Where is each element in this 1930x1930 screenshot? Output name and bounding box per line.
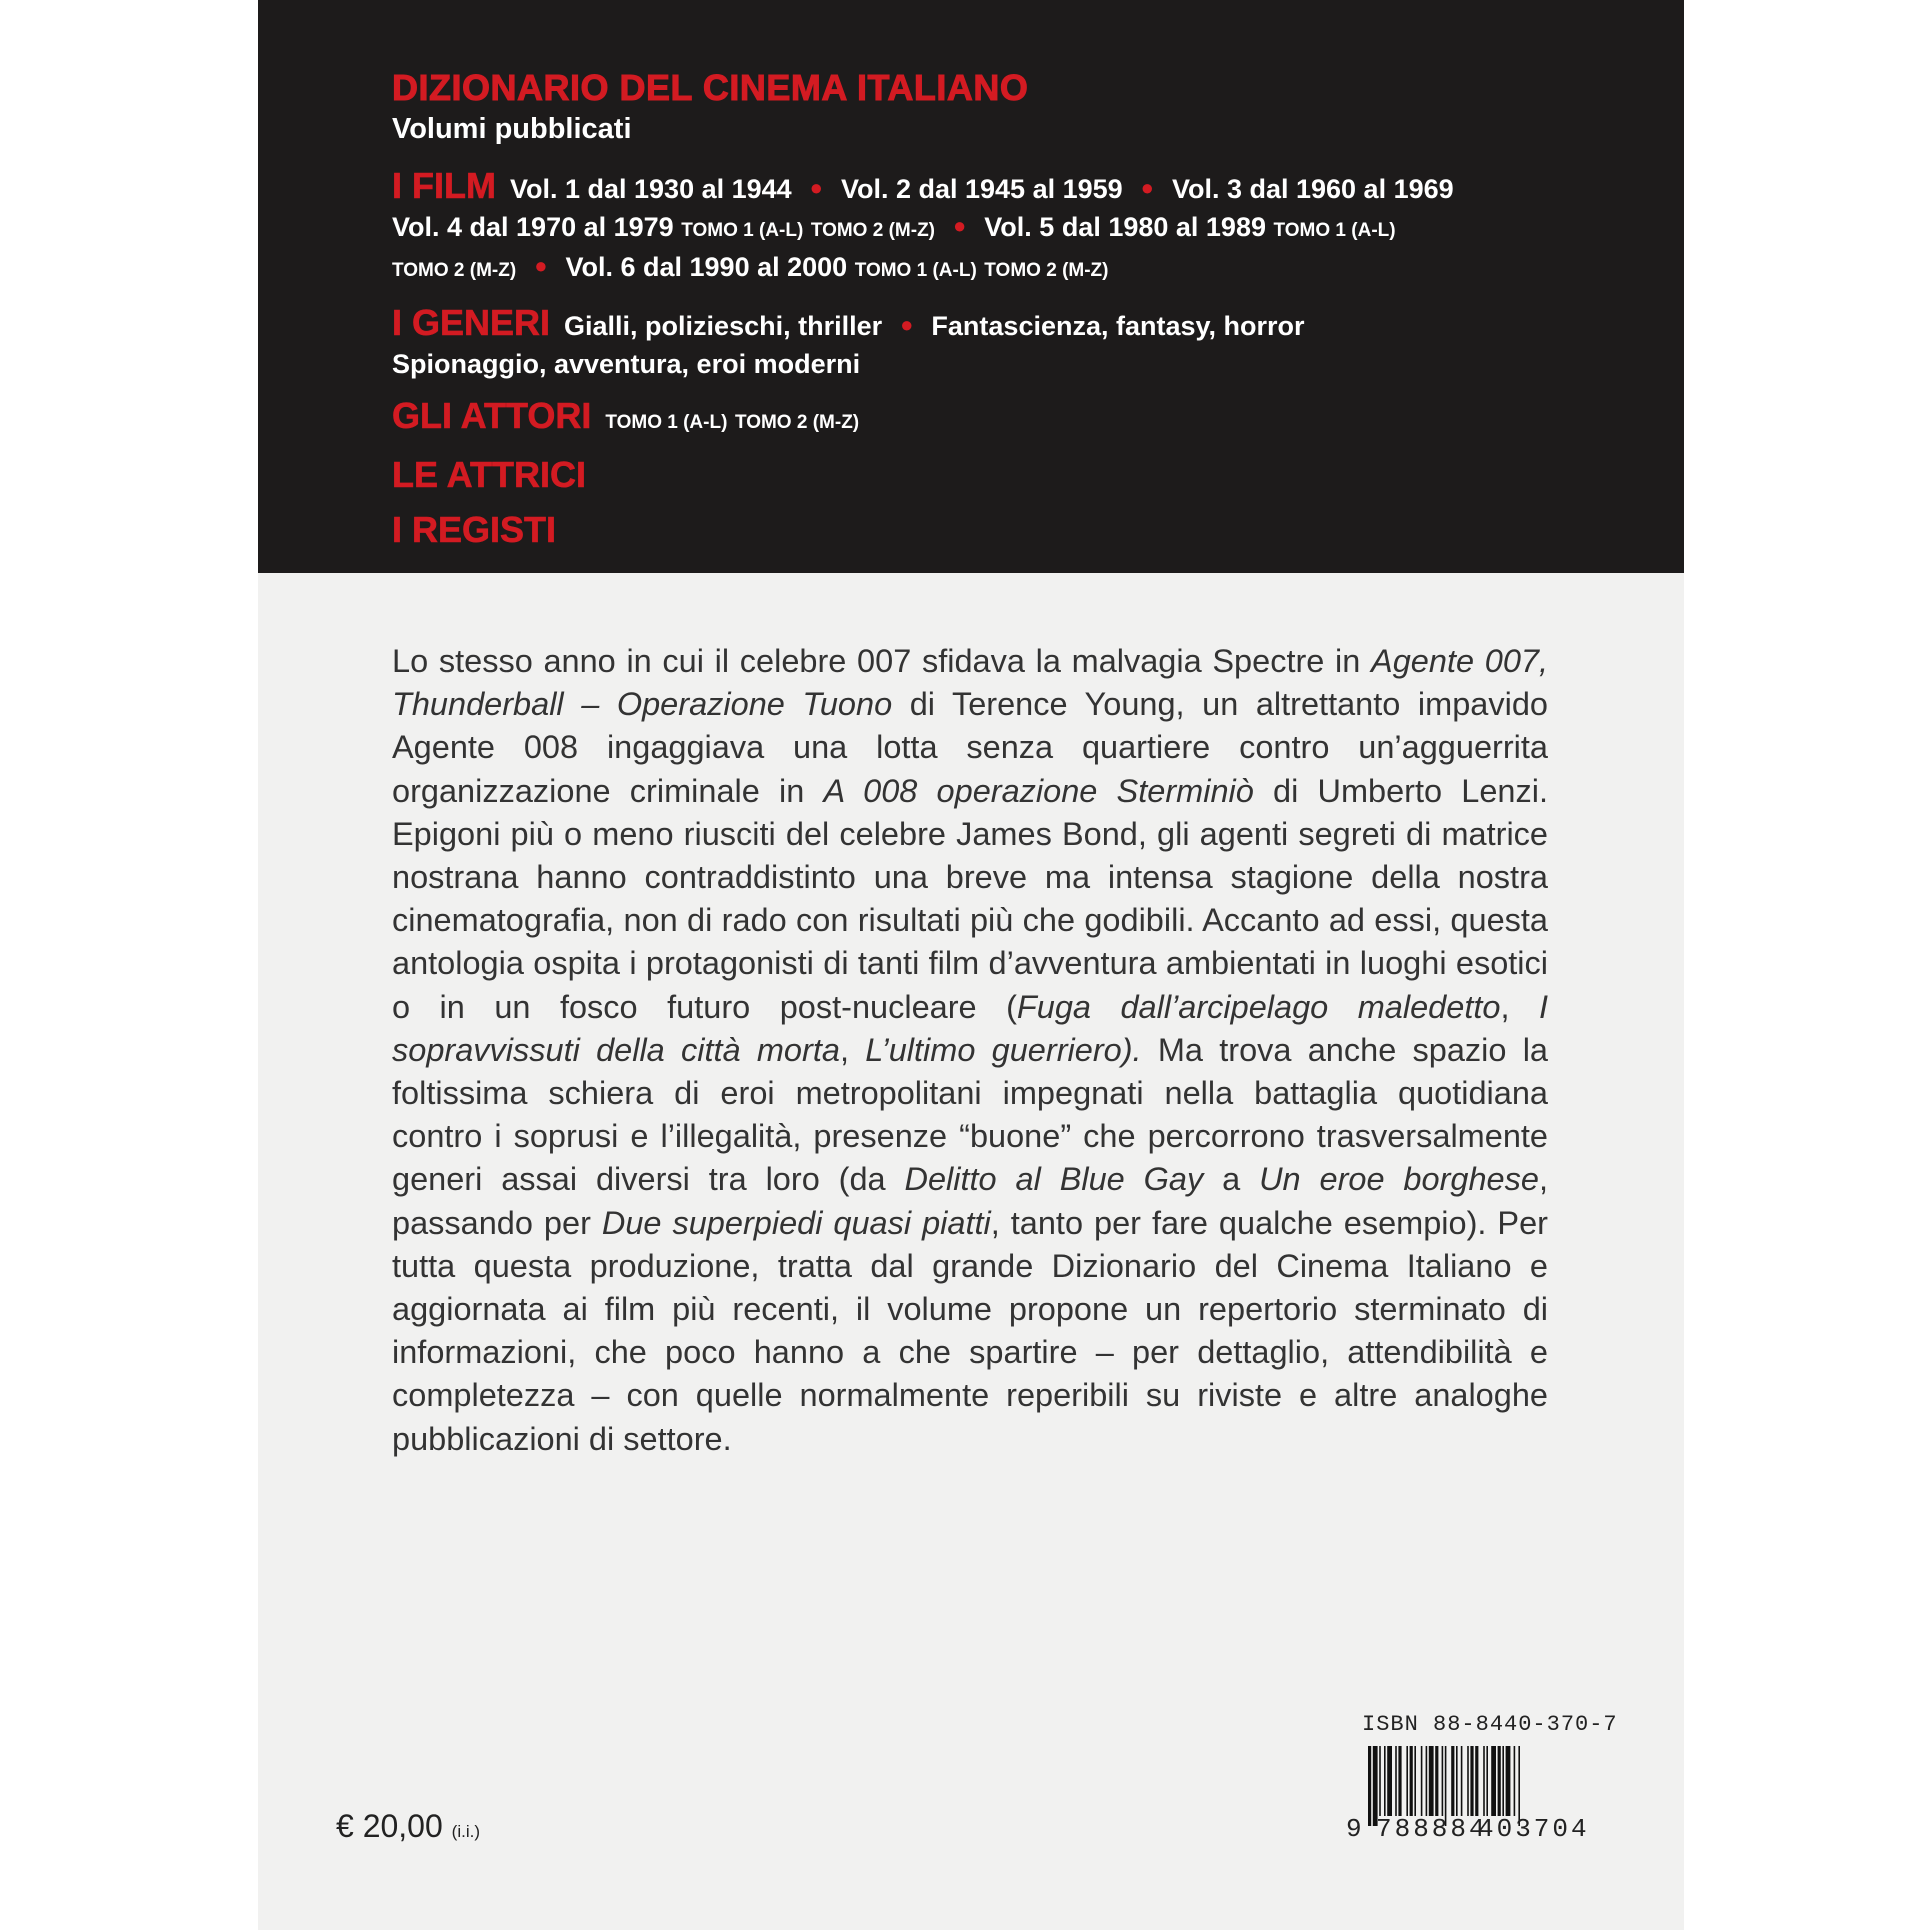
barcode-bar	[1384, 1746, 1386, 1816]
barcode-bar	[1414, 1746, 1416, 1816]
barcode-bar	[1426, 1746, 1428, 1816]
section-heading-registi: I REGISTI	[392, 509, 557, 550]
barcode-bar	[1435, 1746, 1438, 1816]
film-vol1: Vol. 1 dal 1930 al 1944	[509, 174, 792, 204]
price-amount: € 20,00	[336, 1808, 443, 1844]
barcode-bar	[1368, 1746, 1371, 1826]
section-film	[392, 165, 1592, 289]
section-heading-attrici: LE ATTRICI	[392, 454, 586, 495]
barcode-bar	[1406, 1746, 1408, 1816]
genere-1: Gialli, polizieschi, thriller	[564, 311, 883, 341]
film-vol5-tomo2: TOMO 2 (M-Z)	[392, 260, 517, 281]
bullet-icon: ●	[809, 175, 823, 200]
genere-3: Spionaggio, avventura, eroi moderni	[392, 349, 861, 379]
section-heading-film: I FILM	[392, 165, 496, 206]
section-attrici	[392, 454, 1592, 496]
barcode-digits-right: 403704	[1478, 1814, 1590, 1842]
film-title: I sopravvissuti della città morta	[392, 988, 1549, 1068]
film-vol6-tomo1: TOMO 1 (A-L)	[854, 260, 977, 281]
series-list	[392, 68, 1592, 551]
bullet-icon: ●	[953, 213, 967, 238]
barcode-bar	[1456, 1746, 1458, 1816]
barcode-bar	[1506, 1746, 1511, 1816]
isbn-label: ISBN 88-8440-370-7	[1362, 1712, 1618, 1737]
barcode-bar	[1502, 1746, 1504, 1816]
blurb-text: ,	[839, 1031, 866, 1068]
barcode-digit-first: 9	[1346, 1814, 1362, 1842]
film-vol4: Vol. 4 dal 1970 al 1979	[392, 212, 674, 242]
barcode-bar	[1379, 1746, 1381, 1816]
barcode-bar	[1467, 1746, 1469, 1816]
barcode-bar	[1483, 1746, 1485, 1816]
film-title: Agente 007, Thunderball – Operazione Tuono	[392, 643, 1548, 723]
barcode-bar	[1498, 1746, 1501, 1816]
barcode-bar	[1514, 1746, 1516, 1816]
barcode-bar	[1442, 1746, 1444, 1816]
barcode-bar	[1387, 1746, 1392, 1816]
attori-tomo2: TOMO 2 (M-Z)	[734, 412, 860, 433]
film-vol4-tomo2: TOMO 2 (M-Z)	[810, 220, 935, 241]
blurb-paragraph	[392, 640, 1548, 1461]
barcode-bar	[1461, 1746, 1463, 1816]
section-generi	[392, 302, 1592, 382]
genere-2: Fantascienza, fantasy, horror	[931, 311, 1305, 341]
barcode-bar	[1429, 1746, 1434, 1816]
barcode-bar	[1491, 1746, 1496, 1816]
film-title: L’ultimo guerriero).	[865, 1031, 1142, 1068]
barcode	[1346, 1742, 1866, 1842]
blurb-text: a	[1203, 1161, 1260, 1198]
barcode-bar	[1475, 1746, 1478, 1816]
film-vol6: Vol. 6 dal 1990 al 2000	[565, 252, 848, 282]
bullet-icon: ●	[900, 312, 914, 337]
film-title: Delitto al Blue Gay	[904, 1161, 1204, 1198]
barcode-bar	[1395, 1746, 1397, 1816]
section-registi	[392, 509, 1592, 551]
barcode-bar	[1421, 1746, 1423, 1816]
section-heading-generi: I GENERI	[392, 302, 551, 343]
section-heading-attori: GLI ATTORI	[392, 395, 592, 436]
attori-tomo1: TOMO 1 (A-L)	[605, 412, 728, 433]
price-label	[336, 1806, 480, 1852]
barcode-bar	[1451, 1746, 1454, 1816]
film-title: A 008 operazione Sterminiò	[823, 772, 1254, 809]
barcode-bar	[1410, 1746, 1413, 1816]
film-vol5-tomo1: TOMO 1 (A-L)	[1273, 220, 1396, 241]
film-vol6-tomo2: TOMO 2 (M-Z)	[984, 260, 1109, 281]
film-title: Due superpiedi quasi piatti	[601, 1204, 991, 1241]
bullet-icon: ●	[534, 253, 548, 278]
barcode-bar	[1470, 1746, 1473, 1816]
header-band	[258, 0, 1684, 573]
blurb-text: Lo stesso anno in cui il celebre 007 sfidava la malvagia Spectre in	[392, 643, 1372, 679]
section-attori	[392, 395, 1592, 441]
blurb-text: Ma trova anche spazio la foltissima schiera di eroi metropolitani impegnati nella battaglia quotidiana contro i soprusi e l’illegalità, presenze “buone” che percorrono trasversalmente generi assai diversi tra loro (da	[392, 1031, 1549, 1198]
bullet-icon: ●	[1140, 175, 1154, 200]
blurb-text: , tanto per fare qualche esempio). Per tutta questa produzione, tratta dal grande Dizionario del Cinema Italiano e aggiornata ai film più recenti, il volume propone un repertorio sterminato di informazioni, che poco hanno a che spartire – per dettaglio, attendibilità e completezza – con quelle normalmente reperibili su riviste e altre analoghe pubblicazioni di settore.	[392, 1204, 1548, 1457]
film-title: Un eroe borghese	[1259, 1161, 1539, 1198]
blurb-text: di Umberto Lenzi. Epigoni più o meno riusciti del celebre James Bond, gli agenti segreti di matrice nostrana hanno contraddistinto una breve ma intensa stagione della nostra cinematografia, non di rado con risultati più che godibili. Accanto ad essi, questa antologia ospita i protagonisti di tanti film d’avventura ambientati in luoghi esotici o in un fosco futuro post-nucleare (	[392, 772, 1548, 1025]
price-note: (i.i.)	[451, 1822, 480, 1841]
blurb-text: di Terence Young, un altrettanto impavido Agente 008 ingaggiava una lotta senza quartiere contro un’agguerrita organizzazione criminale in	[392, 686, 1548, 809]
book-back-cover	[258, 0, 1684, 1930]
series-subtitle: Volumi pubblicati	[392, 113, 632, 145]
blurb-text: , passando per	[392, 1161, 1548, 1241]
barcode-digits-left: 788884	[1376, 1814, 1488, 1842]
barcode-bar	[1398, 1746, 1401, 1816]
film-vol4-tomo1: TOMO 1 (A-L)	[681, 220, 804, 241]
blurb-text: ,	[1500, 988, 1539, 1025]
film-vol5: Vol. 5 dal 1980 al 1989	[984, 212, 1266, 242]
barcode-bar	[1486, 1746, 1488, 1816]
film-title: Fuga dall’arcipelago maledetto	[1016, 988, 1501, 1025]
film-vol2: Vol. 2 dal 1945 al 1959	[840, 174, 1123, 204]
film-vol3: Vol. 3 dal 1960 al 1969	[1171, 174, 1454, 204]
series-title: DIZIONARIO DEL CINEMA ITALIANO	[392, 67, 1029, 108]
